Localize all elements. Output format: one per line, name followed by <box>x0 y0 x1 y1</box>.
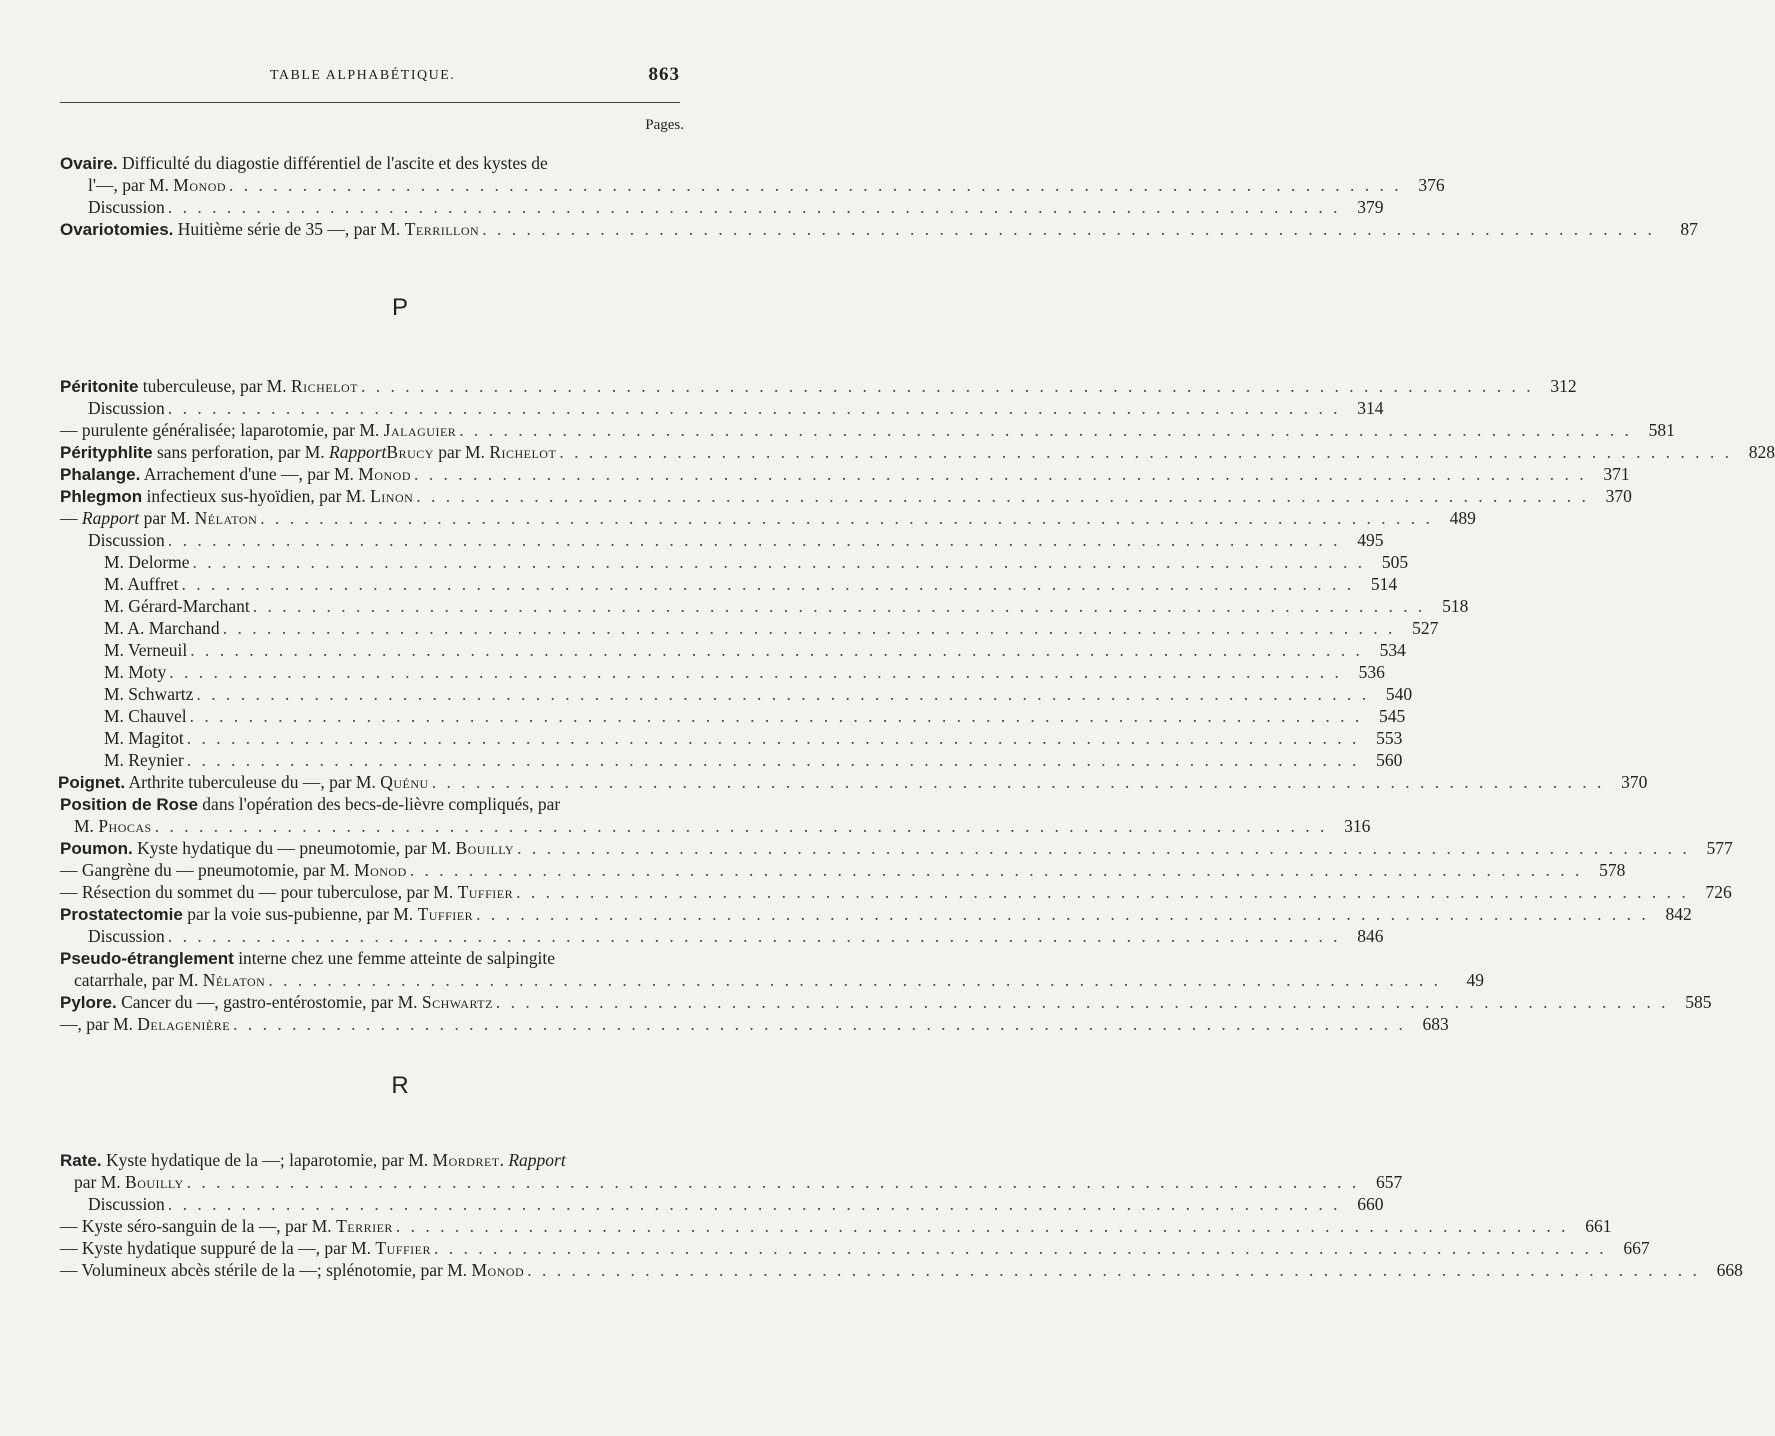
entry-keyword: Poumon. <box>60 839 133 858</box>
entry-keyword: Rate. <box>60 1151 102 1170</box>
index-entry <box>88 529 1384 551</box>
entry-page-number: 668 <box>1716 1260 1743 1280</box>
entry-text <box>60 419 456 441</box>
entry-author: Linon <box>370 486 414 506</box>
entry-text <box>60 903 473 926</box>
entry-description: Discussion <box>88 926 165 946</box>
entry-text <box>88 925 165 947</box>
dot-leader: . . . . . . . . . . . . . . . . . . . . . . . . . . . . . . . . . . . . . . . . . . . . . . . . . . . . . . . . . . . . . . . . . . . . . . . . . . . . . . . . <box>196 684 1370 704</box>
dot-leader: . . . . . . . . . . . . . . . . . . . . . . . . . . . . . . . . . . . . . . . . . . . . . . . . . . . . . . . . . . . . . . . . . . . . . . . . . . . . . . . . <box>154 816 1328 836</box>
dot-leader: . . . . . . . . . . . . . . . . . . . . . . . . . . . . . . . . . . . . . . . . . . . . . . . . . . . . . . . . . . . . . . . . . . . . . . . . . . . . . . . . <box>495 992 1669 1012</box>
entry-text <box>60 1215 393 1237</box>
index-entry <box>60 1149 680 1171</box>
entry-author: Nélaton <box>202 970 266 990</box>
entry-author: Tuffier <box>417 904 474 924</box>
dot-leader: . . . . . . . . . . . . . . . . . . . . . . . . . . . . . . . . . . . . . . . . . . . . . . . . . . . . . . . . . . . . . . . . . . . . . . . . . . . . . . . . <box>361 376 1534 396</box>
entry-page-number: 560 <box>1376 750 1403 770</box>
entry-description: — purulente généralisée; laparotomie, par M. <box>60 420 384 440</box>
index-entry <box>58 771 1648 793</box>
index-entry <box>60 485 1632 507</box>
entry-text <box>60 991 493 1014</box>
entry-description: M. Delorme <box>104 552 190 572</box>
dot-leader: . . . . . . . . . . . . . . . . . . . . . . . . . . . . . . . . . . . . . . . . . . . . . . . . . . . . . . . . . . . . . . . . . . . . . . . . . . . . . . . . <box>268 970 1441 990</box>
dot-leader: . . . . . . . . . . . . . . . . . . . . . . . . . . . . . . . . . . . . . . . . . . . . . . . . . . . . . . . . . . . . . . . . . . . . . . . . . . . . . . . . <box>527 1260 1700 1280</box>
entry-text <box>88 529 165 551</box>
index-entry <box>104 551 1409 573</box>
entry-page-number: 667 <box>1623 1238 1650 1258</box>
index-entry <box>104 727 1403 749</box>
dot-leader: . . . . . . . . . . . . . . . . . . . . . . . . . . . . . . . . . . . . . . . . . . . . . . . . . . . . . . . . . . . . . . . . . . . . . . . . . . . . . . . . <box>186 728 1360 748</box>
index-entry <box>60 881 1732 903</box>
header-rule <box>60 102 680 103</box>
entry-page-number: 585 <box>1685 992 1712 1012</box>
entry-text <box>60 793 560 816</box>
entry-text <box>74 815 152 837</box>
entry-author: Tuffier <box>457 882 514 902</box>
index-entry <box>60 218 1698 240</box>
dot-leader: . . . . . . . . . . . . . . . . . . . . . . . . . . . . . . . . . . . . . . . . . . . . . . . . . . . . . . . . . . . . . . . . . . . . . . . . . . . . . . . . <box>169 662 1342 682</box>
index-entry <box>104 749 1403 771</box>
entry-author: Richelot <box>489 442 557 462</box>
entry-text <box>60 441 556 464</box>
entry-page-number: 660 <box>1357 1194 1384 1214</box>
entry-description: Discussion <box>88 530 165 550</box>
index-entry <box>104 705 1406 727</box>
entry-page-number: 87 <box>1680 219 1698 239</box>
entry-page-number: 316 <box>1344 816 1371 836</box>
dot-leader: . . . . . . . . . . . . . . . . . . . . . . . . . . . . . . . . . . . . . . . . . . . . . . . . . . . . . . . . . . . . . . . . . . . . . . . . . . . . . . . . <box>190 640 1363 660</box>
dot-leader: . . . . . . . . . . . . . . . . . . . . . . . . . . . . . . . . . . . . . . . . . . . . . . . . . . . . . . . . . . . . . . . . . . . . . . . . . . . . . . . . <box>482 219 1655 239</box>
section-letter-p: P <box>391 294 408 321</box>
entry-description: dans l'opération des becs-de-lièvre compliqués, par <box>197 794 561 814</box>
entry-italic: Rapport <box>329 442 387 462</box>
index-entry <box>60 507 1476 529</box>
entry-text <box>104 551 190 573</box>
entry-keyword: Position de Rose <box>60 795 198 814</box>
index-entry <box>74 969 1484 991</box>
entry-description: . <box>499 1150 509 1170</box>
dot-leader: . . . . . . . . . . . . . . . . . . . . . . . . . . . . . . . . . . . . . . . . . . . . . . . . . . . . . . . . . . . . . . . . . . . . . . . . . . . . . . . . <box>559 442 1732 462</box>
entry-description: Discussion <box>88 1194 165 1214</box>
entry-keyword: Ovariotomies. <box>60 220 174 239</box>
entry-description: M. Reynier <box>104 750 184 770</box>
entry-description: Huitième série de 35 —, par M. <box>173 219 405 239</box>
index-entry <box>60 1237 1650 1259</box>
entry-text <box>60 1259 524 1281</box>
entry-author: Monod <box>358 464 411 484</box>
entry-text <box>74 969 265 991</box>
entry-page-number: 371 <box>1603 464 1630 484</box>
entry-description: M. Auffret <box>104 574 179 594</box>
dot-leader: . . . . . . . . . . . . . . . . . . . . . . . . . . . . . . . . . . . . . . . . . . . . . . . . . . . . . . . . . . . . . . . . . . . . . . . . . . . . . . . . <box>167 197 1341 217</box>
entry-author: Brucy <box>386 442 434 462</box>
index-entry <box>104 573 1398 595</box>
entry-text <box>60 463 411 486</box>
entry-page-number: 726 <box>1705 882 1732 902</box>
entry-page-number: 379 <box>1357 197 1384 217</box>
entry-description: Arrachement d'une —, par M. <box>140 464 359 484</box>
entry-author: Quénu <box>380 772 429 792</box>
entry-text <box>60 218 479 241</box>
entry-page-number: 581 <box>1648 420 1675 440</box>
index-entry <box>60 991 1712 1013</box>
entry-description: l'—, par M. <box>88 175 174 195</box>
entry-description: Difficulté du diagostie différentiel de l'ascite et des kystes de <box>117 153 548 173</box>
entry-description: — Kyste hydatique suppuré de la —, par M. <box>60 1238 376 1258</box>
entry-description: tuberculeuse, par M. <box>138 376 291 396</box>
dot-leader: . . . . . . . . . . . . . . . . . . . . . . . . . . . . . . . . . . . . . . . . . . . . . . . . . . . . . . . . . . . . . . . . . . . . . . . . . . . . . . . . <box>260 508 1433 528</box>
entry-description: Kyste hydatique du — pneumotomie, par M. <box>132 838 456 858</box>
index-entry <box>88 1193 1384 1215</box>
entry-page-number: 577 <box>1706 838 1733 858</box>
entry-text <box>60 1237 431 1259</box>
entry-description: par M. <box>433 442 490 462</box>
dot-leader: . . . . . . . . . . . . . . . . . . . . . . . . . . . . . . . . . . . . . . . . . . . . . . . . . . . . . . . . . . . . . . . . . . . . . . . . . . . . . . . . <box>395 1216 1569 1236</box>
dot-leader: . . . . . . . . . . . . . . . . . . . . . . . . . . . . . . . . . . . . . . . . . . . . . . . . . . . . . . . . . . . . . . . . . . . . . . . . . . . . . . . . <box>229 175 1402 195</box>
entry-description: M. Chauvel <box>104 706 187 726</box>
index-entry <box>60 419 1675 441</box>
entry-description: Discussion <box>88 197 165 217</box>
entry-text <box>104 749 184 771</box>
entry-description: — <box>60 508 82 528</box>
index-entry <box>60 375 1577 397</box>
entry-description: M. Gérard-Marchant <box>104 596 250 616</box>
entry-author: Jalaguier <box>383 420 457 440</box>
entry-page-number: 683 <box>1422 1014 1449 1034</box>
entry-text <box>88 397 165 419</box>
index-entry <box>60 837 1733 859</box>
index-entry <box>60 947 680 969</box>
entry-text <box>60 859 407 881</box>
section-letter-r: R <box>391 1072 409 1099</box>
entry-author: Terrier <box>336 1216 393 1236</box>
entry-author: Monod <box>173 175 227 195</box>
index-entry <box>74 815 1371 837</box>
dot-leader: . . . . . . . . . . . . . . . . . . . . . . . . . . . . . . . . . . . . . . . . . . . . . . . . . . . . . . . . . . . . . . . . . . . . . . . . . . . . . . . . <box>414 464 1587 484</box>
index-entry <box>88 174 1445 196</box>
entry-description: M. Schwartz <box>104 684 194 704</box>
dot-leader: . . . . . . . . . . . . . . . . . . . . . . . . . . . . . . . . . . . . . . . . . . . . . . . . . . . . . . . . . . . . . . . . . . . . . . . . . . . . . . . . <box>167 398 1341 418</box>
entry-page-number: 49 <box>1466 970 1484 990</box>
dot-leader: . . . . . . . . . . . . . . . . . . . . . . . . . . . . . . . . . . . . . . . . . . . . . . . . . . . . . . . . . . . . . . . . . . . . . . . . . . . . . . . . <box>409 860 1583 880</box>
entry-page-number: 312 <box>1550 376 1577 396</box>
entry-description: M. Moty <box>104 662 167 682</box>
dot-leader: . . . . . . . . . . . . . . . . . . . . . . . . . . . . . . . . . . . . . . . . . . . . . . . . . . . . . . . . . . . . . . . . . . . . . . . . . . . . . . . . <box>433 1238 1607 1258</box>
dot-leader: . . . . . . . . . . . . . . . . . . . . . . . . . . . . . . . . . . . . . . . . . . . . . . . . . . . . . . . . . . . . . . . . . . . . . . . . . . . . . . . . <box>459 420 1632 440</box>
entry-text <box>88 174 226 196</box>
entry-text <box>60 152 548 175</box>
entry-page-number: 545 <box>1379 706 1406 726</box>
dot-leader: . . . . . . . . . . . . . . . . . . . . . . . . . . . . . . . . . . . . . . . . . . . . . . . . . . . . . . . . . . . . . . . . . . . . . . . . . . . . . . . . <box>431 772 1605 792</box>
index-entry <box>60 859 1626 881</box>
entry-description: Discussion <box>88 398 165 418</box>
entry-author: Tuffier <box>375 1238 431 1258</box>
entry-description: — Kyste séro-sanguin de la —, par M. <box>60 1216 337 1236</box>
entry-text <box>58 771 429 794</box>
entry-page-number: 828 <box>1748 442 1775 462</box>
dot-leader: . . . . . . . . . . . . . . . . . . . . . . . . . . . . . . . . . . . . . . . . . . . . . . . . . . . . . . . . . . . . . . . . . . . . . . . . . . . . . . . . <box>186 750 1360 770</box>
index-entry <box>88 925 1384 947</box>
entry-text <box>60 837 514 860</box>
entry-description: — Résection du sommet du — pour tuberculose, par M. <box>60 882 458 902</box>
entry-text <box>74 1171 184 1193</box>
entry-keyword: Prostatectomie <box>60 905 183 924</box>
index-entry <box>104 617 1439 639</box>
entry-author: Richelot <box>291 376 358 396</box>
entry-description: M. Verneuil <box>104 640 188 660</box>
running-title: TABLE ALPHABÉTIQUE. <box>270 68 456 83</box>
page-header <box>60 62 680 92</box>
dot-leader: . . . . . . . . . . . . . . . . . . . . . . . . . . . . . . . . . . . . . . . . . . . . . . . . . . . . . . . . . . . . . . . . . . . . . . . . . . . . . . . . <box>186 1172 1360 1192</box>
entry-description: M. A. Marchand <box>104 618 220 638</box>
entry-description: infectieux sus-hyoïdien, par M. <box>142 486 371 506</box>
entry-page-number: 553 <box>1376 728 1403 748</box>
index-entry <box>60 152 680 174</box>
index-entry <box>60 903 1692 925</box>
entry-page-number: 495 <box>1357 530 1384 550</box>
entry-text <box>104 661 166 683</box>
entry-page-number: 661 <box>1585 1216 1612 1236</box>
entry-text <box>60 507 257 529</box>
entry-page-number: 514 <box>1370 574 1398 594</box>
entry-description: Cancer du —, gastro-entérostomie, par M. <box>116 992 422 1012</box>
dot-leader: . . . . . . . . . . . . . . . . . . . . . . . . . . . . . . . . . . . . . . . . . . . . . . . . . . . . . . . . . . . . . . . . . . . . . . . . . . . . . . . . <box>189 706 1363 726</box>
entry-author: Monod <box>471 1260 525 1280</box>
entry-text <box>60 485 413 508</box>
entry-keyword: Péritonite <box>60 377 139 396</box>
index-entry <box>88 397 1384 419</box>
entry-description: M. <box>74 816 99 836</box>
index-entry <box>60 441 1775 463</box>
entry-keyword: Ovaire. <box>60 154 118 173</box>
entry-text <box>60 881 513 903</box>
entry-author: Mordret <box>432 1150 500 1170</box>
entry-page-number: 534 <box>1379 640 1406 660</box>
entry-keyword: Pseudo-étranglement <box>60 949 234 968</box>
dot-leader: . . . . . . . . . . . . . . . . . . . . . . . . . . . . . . . . . . . . . . . . . . . . . . . . . . . . . . . . . . . . . . . . . . . . . . . . . . . . . . . . <box>181 574 1355 594</box>
dot-leader: . . . . . . . . . . . . . . . . . . . . . . . . . . . . . . . . . . . . . . . . . . . . . . . . . . . . . . . . . . . . . . . . . . . . . . . . . . . . . . . . <box>233 1014 1406 1034</box>
index-entry <box>104 595 1469 617</box>
entry-description: —, par M. <box>60 1014 138 1034</box>
entry-page-number: 370 <box>1605 486 1632 506</box>
entry-description: — Volumineux abcès stérile de la —; splénotomie, par M. <box>60 1260 472 1280</box>
entry-text <box>104 639 187 661</box>
entry-page-number: 518 <box>1442 596 1469 616</box>
entry-author: Bouilly <box>455 838 515 858</box>
entry-page-number: 578 <box>1599 860 1626 880</box>
index-entry <box>74 1171 1403 1193</box>
entry-author: Nélaton <box>194 508 258 528</box>
dot-leader: . . . . . . . . . . . . . . . . . . . . . . . . . . . . . . . . . . . . . . . . . . . . . . . . . . . . . . . . . . . . . . . . . . . . . . . . . . . . . . . . <box>252 596 1426 616</box>
index-entry <box>60 1215 1612 1237</box>
dot-leader: . . . . . . . . . . . . . . . . . . . . . . . . . . . . . . . . . . . . . . . . . . . . . . . . . . . . . . . . . . . . . . . . . . . . . . . . . . . . . . . . <box>516 882 1689 902</box>
entry-author: Bouilly <box>125 1172 184 1192</box>
entry-text <box>88 1193 165 1215</box>
entry-italic: Rapport <box>81 508 140 528</box>
entry-description: Arthrite tuberculeuse du —, par M. <box>125 772 381 792</box>
entry-keyword: Pylore. <box>60 993 117 1012</box>
index-entry <box>60 1259 1743 1281</box>
entry-keyword: Phlegmon <box>60 487 143 506</box>
index-entry <box>104 639 1406 661</box>
entry-page-number: 505 <box>1381 552 1409 572</box>
entry-description: sans perforation, par M. <box>152 442 330 462</box>
entry-author: Schwartz <box>421 992 493 1012</box>
entry-page-number: 527 <box>1412 618 1439 638</box>
entry-page-number: 376 <box>1418 175 1445 195</box>
entry-description: Kyste hydatique de la —; laparotomie, par M. <box>101 1150 433 1170</box>
entry-page-number: 657 <box>1376 1172 1403 1192</box>
entry-text <box>104 705 187 727</box>
entry-description: catarrhale, par M. <box>74 970 203 990</box>
entry-text <box>60 1013 230 1035</box>
dot-leader: . . . . . . . . . . . . . . . . . . . . . . . . . . . . . . . . . . . . . . . . . . . . . . . . . . . . . . . . . . . . . . . . . . . . . . . . . . . . . . . . <box>167 1194 1341 1214</box>
entry-text <box>104 617 220 639</box>
entry-page-number: 314 <box>1357 398 1384 418</box>
dot-leader: . . . . . . . . . . . . . . . . . . . . . . . . . . . . . . . . . . . . . . . . . . . . . . . . . . . . . . . . . . . . . . . . . . . . . . . . . . . . . . . . <box>167 530 1341 550</box>
index-entry <box>60 463 1630 485</box>
entry-author: Monod <box>354 860 407 880</box>
entry-text <box>104 727 184 749</box>
dot-leader: . . . . . . . . . . . . . . . . . . . . . . . . . . . . . . . . . . . . . . . . . . . . . . . . . . . . . . . . . . . . . . . . . . . . . . . . . . . . . . . . <box>167 926 1341 946</box>
entry-text <box>60 947 555 970</box>
entry-text <box>60 1149 566 1172</box>
index-entry <box>104 661 1385 683</box>
index-entry <box>60 793 680 815</box>
entry-text <box>60 375 358 398</box>
dot-leader: . . . . . . . . . . . . . . . . . . . . . . . . . . . . . . . . . . . . . . . . . . . . . . . . . . . . . . . . . . . . . . . . . . . . . . . . . . . . . . . . <box>192 552 1366 572</box>
entry-text <box>104 573 179 595</box>
index-entry <box>88 196 1384 218</box>
entry-text <box>104 595 250 617</box>
entry-description: interne chez une femme atteinte de salpingite <box>233 948 555 968</box>
pages-column-label: Pages. <box>645 117 684 133</box>
entry-page-number: 842 <box>1665 904 1692 924</box>
entry-author: Terrillon <box>404 219 480 239</box>
entry-page-number: 489 <box>1449 508 1476 528</box>
entry-page-number: 536 <box>1358 662 1385 682</box>
entry-keyword: Phalange. <box>60 465 141 484</box>
dot-leader: . . . . . . . . . . . . . . . . . . . . . . . . . . . . . . . . . . . . . . . . . . . . . . . . . . . . . . . . . . . . . . . . . . . . . . . . . . . . . . . . <box>517 838 1690 858</box>
entry-keyword: Poignet. <box>58 773 126 792</box>
entry-description: — Gangrène du — pneumotomie, par M. <box>60 860 355 880</box>
page-number: 863 <box>648 64 680 85</box>
entry-description: par la voie sus-pubienne, par M. <box>182 904 418 924</box>
entry-text <box>104 683 193 705</box>
index-entry <box>60 1013 1449 1035</box>
dot-leader: . . . . . . . . . . . . . . . . . . . . . . . . . . . . . . . . . . . . . . . . . . . . . . . . . . . . . . . . . . . . . . . . . . . . . . . . . . . . . . . . <box>416 486 1589 506</box>
entry-author: Delagenière <box>137 1014 231 1034</box>
entry-italic: Rapport <box>508 1150 566 1170</box>
entry-description: par M. <box>74 1172 126 1192</box>
entry-description: M. Magitot <box>104 728 184 748</box>
entry-description: par M. <box>139 508 195 528</box>
entry-page-number: 846 <box>1357 926 1384 946</box>
entry-page-number: 540 <box>1385 684 1413 704</box>
entry-author: Phocas <box>98 816 152 836</box>
entry-page-number: 370 <box>1621 772 1648 792</box>
dot-leader: . . . . . . . . . . . . . . . . . . . . . . . . . . . . . . . . . . . . . . . . . . . . . . . . . . . . . . . . . . . . . . . . . . . . . . . . . . . . . . . . <box>476 904 1649 924</box>
index-entry <box>104 683 1413 705</box>
dot-leader: . . . . . . . . . . . . . . . . . . . . . . . . . . . . . . . . . . . . . . . . . . . . . . . . . . . . . . . . . . . . . . . . . . . . . . . . . . . . . . . . <box>222 618 1396 638</box>
entry-keyword: Pérityphlite <box>60 443 153 462</box>
entry-text <box>88 196 165 218</box>
